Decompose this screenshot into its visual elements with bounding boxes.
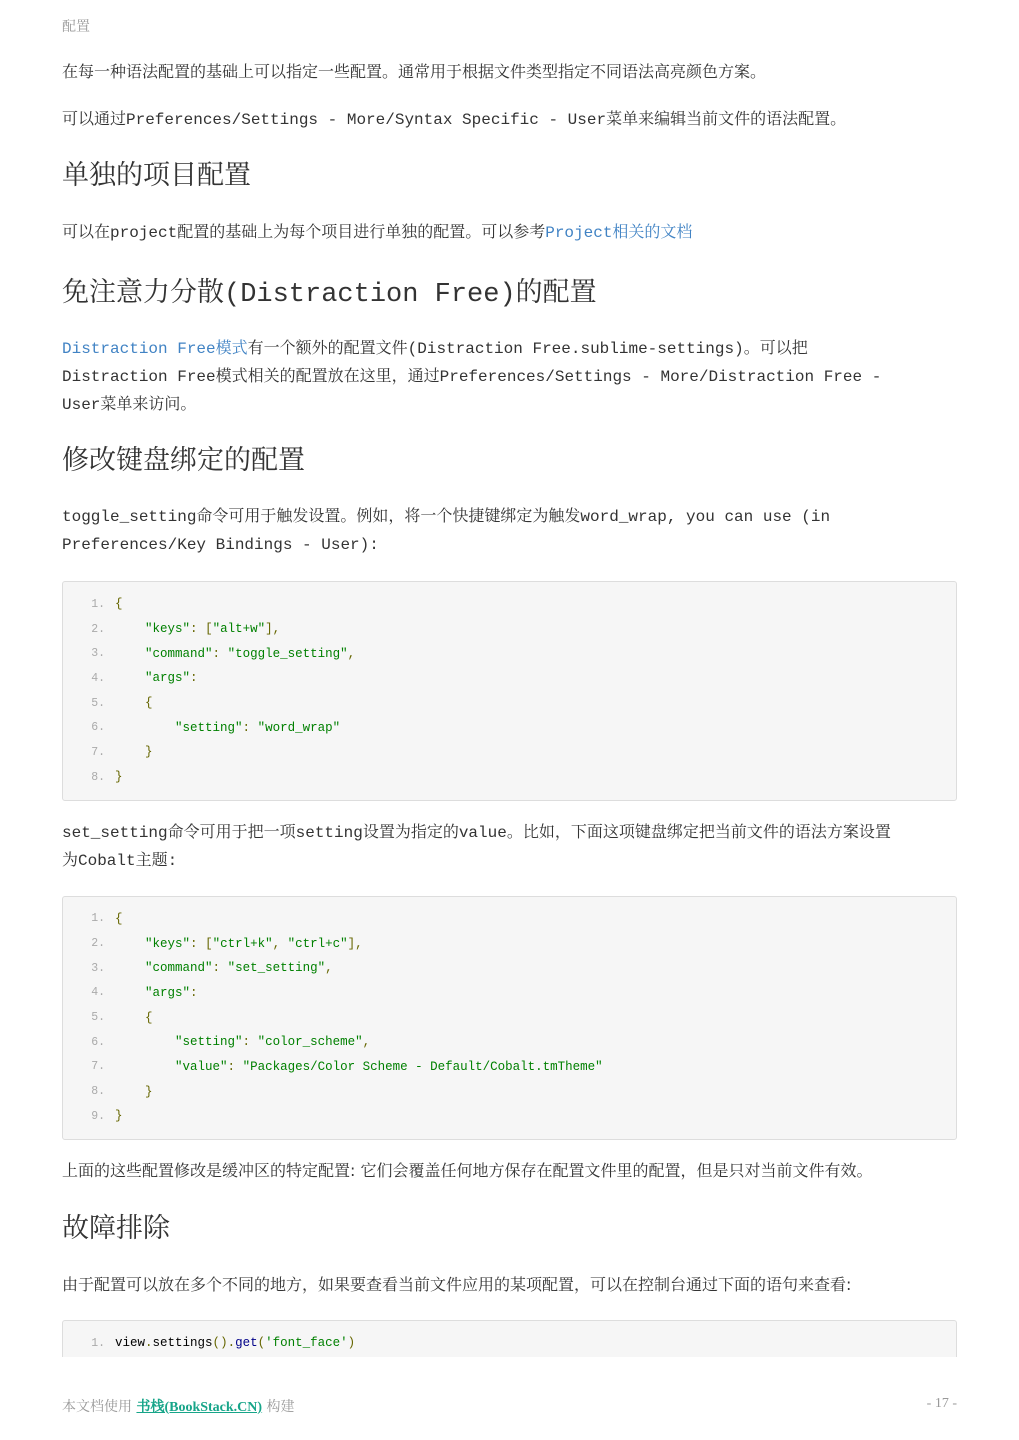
line-number: 5. (91, 1011, 105, 1025)
line-number: 3. (91, 961, 105, 975)
code-block-console (62, 1320, 957, 1357)
code-text: "setting": "word_wrap" (175, 720, 341, 735)
code-text: { (145, 696, 153, 711)
paragraph-toggle-setting (62, 503, 957, 559)
footer-credit (62, 1396, 295, 1416)
code-text: "args": (145, 985, 198, 1000)
code-line (63, 641, 956, 666)
code-text: "keys": ["alt+w"], (145, 622, 281, 637)
code-text: } (115, 770, 123, 785)
heading-project-settings: 单独的项目配置 (62, 160, 251, 191)
paragraph-project (62, 218, 957, 247)
line-number: 1. (91, 1336, 105, 1350)
page-footer (62, 1396, 957, 1416)
paragraph-distraction-line1: 有一个额外的配置文件(Distraction Free.sublime-settings)。可以把 (247, 340, 808, 358)
code-text: "setting": "color_scheme", (175, 1035, 371, 1050)
project-docs-link[interactable]: Project相关的文档 (545, 224, 693, 242)
code-text: { (145, 1010, 153, 1025)
heading-distraction-free (62, 273, 957, 315)
line-number: 5. (91, 696, 105, 710)
code-line (63, 715, 956, 740)
paragraph-toggle-line2: Preferences/Key Bindings - User): (62, 536, 379, 554)
line-number: 1. (91, 597, 105, 611)
paragraph-set-line2: 为Cobalt主题: (62, 851, 178, 870)
code-line (63, 765, 956, 790)
code-line (63, 931, 956, 956)
line-number: 8. (91, 1085, 105, 1099)
code-line (63, 907, 956, 932)
heading-distraction-free-text: 免注意力分散(Distraction Free)的配置 (62, 280, 597, 310)
distraction-free-mode-link[interactable]: Distraction Free模式 (62, 340, 248, 358)
line-number: 7. (91, 745, 105, 759)
paragraph-buffer-settings: 上面的这些配置修改是缓冲区的特定配置: 它们会覆盖任何地方保存在配置文件里的配置，但是只对当前文件有效。 (62, 1160, 873, 1180)
page-number: - 17 - (926, 1396, 957, 1411)
line-number: 7. (91, 1060, 105, 1074)
code-text: "args": (145, 671, 198, 686)
document-body (62, 58, 957, 1357)
code-line (63, 981, 956, 1006)
paragraph-set-line1: set_setting命令可用于把一项setting设置为指定的value。比如，下面这项键盘绑定把当前文件的语法方案设置 (62, 823, 891, 842)
line-number: 4. (91, 671, 105, 685)
code-line (63, 956, 956, 981)
code-text: } (145, 745, 153, 760)
code-text: } (115, 1109, 123, 1124)
code-line (63, 1030, 956, 1055)
line-number: 2. (91, 937, 105, 951)
code-block-set-setting (62, 896, 957, 1140)
code-text: { (115, 597, 123, 612)
footer-suffix: 构建 (262, 1399, 295, 1415)
code-text: view.settings().get('font_face') (115, 1336, 356, 1351)
paragraph-distraction-free (62, 335, 957, 419)
heading-troubleshooting: 故障排除 (62, 1212, 170, 1244)
code-line (63, 691, 956, 716)
code-text: "command": "set_setting", (145, 961, 333, 976)
bookstack-link[interactable]: 书栈(BookStack.CN) (136, 1400, 263, 1415)
paragraph-project-text: 可以在project配置的基础上为每个项目进行单独的配置。可以参考 (62, 224, 546, 242)
code-line (63, 1005, 956, 1030)
code-line (63, 740, 956, 765)
code-text: } (145, 1084, 153, 1099)
line-number: 3. (91, 647, 105, 661)
paragraph-syntax-menu: 可以通过Preferences/Settings - More/Syntax Specific - User菜单来编辑当前文件的语法配置。 (62, 111, 847, 129)
paragraph-distraction-line3: User菜单来访问。 (62, 396, 197, 414)
code-line (63, 617, 956, 642)
paragraph-toggle-line1: toggle_setting命令可用于触发设置。例如，将一个快捷键绑定为触发word_wrap, you can use (in (62, 508, 831, 526)
code-line (63, 1104, 956, 1129)
code-text: "command": "toggle_setting", (145, 646, 356, 661)
code-text: { (115, 911, 123, 926)
code-block-toggle-setting (62, 581, 957, 801)
line-number: 6. (91, 721, 105, 735)
line-number: 4. (91, 986, 105, 1000)
code-text: "value": "Packages/Color Scheme - Default/Cobalt.tmTheme" (175, 1059, 603, 1074)
heading-keybinding-settings: 修改键盘绑定的配置 (62, 445, 305, 476)
paragraph-troubleshooting: 由于配置可以放在多个不同的地方，如果要查看当前文件应用的某项配置，可以在控制台通过下面的语句来查看: (62, 1274, 852, 1294)
line-number: 8. (91, 770, 105, 784)
code-line (63, 1055, 956, 1080)
code-line (63, 666, 956, 691)
code-line (63, 592, 956, 617)
code-text: "keys": ["ctrl+k", "ctrl+c"], (145, 936, 363, 951)
page-header-section: 配置 (62, 19, 90, 35)
footer-prefix: 本文档使用 (62, 1399, 137, 1415)
line-number: 1. (91, 912, 105, 926)
paragraph-distraction-line2: Distraction Free模式相关的配置放在这里，通过Preferences/Settings - More/Distraction Free - (62, 368, 882, 386)
code-line (63, 1079, 956, 1104)
line-number: 6. (91, 1035, 105, 1049)
line-number: 2. (91, 622, 105, 636)
line-number: 9. (91, 1109, 105, 1123)
code-line (63, 1331, 956, 1356)
paragraph-set-setting (62, 819, 957, 875)
paragraph-syntax-intro: 在每一种语法配置的基础上可以指定一些配置。通常用于根据文件类型指定不同语法高亮颜色方案。 (62, 62, 767, 81)
